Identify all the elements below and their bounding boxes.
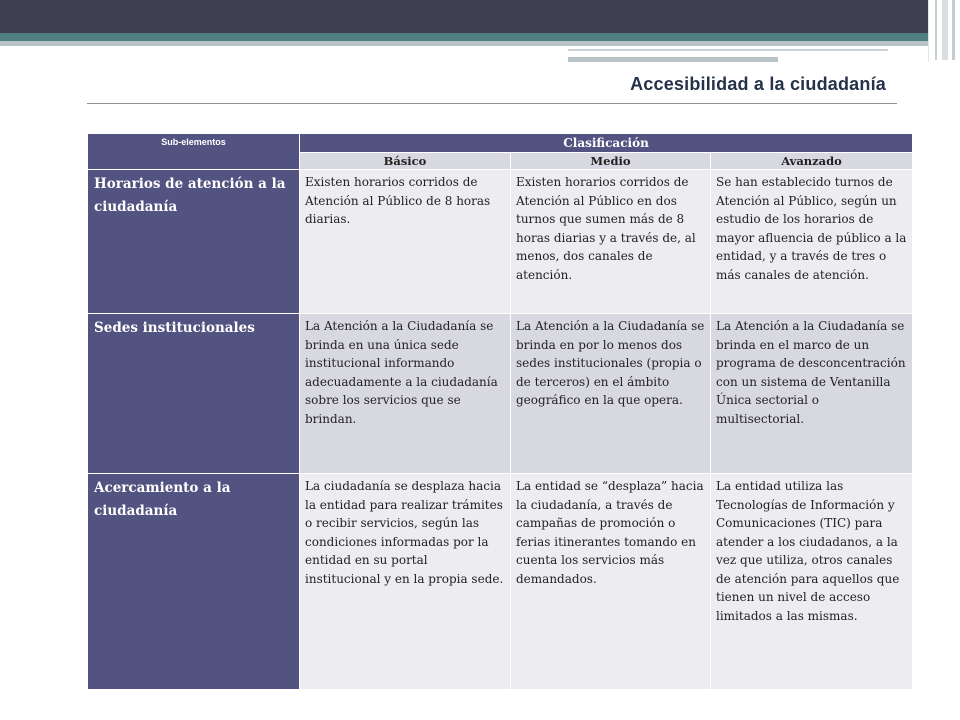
cell-avanzado: Se han establecido turnos de Atención al Público, según un estudio de los horarios de mayor afluencia de público a la entidad, y a través de tres o más canales de atención.	[711, 170, 913, 314]
cell-medio: La Atención a la Ciudadanía se brinda en por lo menos dos sedes institucionales (propia o de terceros) en el ámbito geográfico en la que opera.	[511, 314, 711, 474]
row-header-horarios: Horarios de atención a la ciudadanía	[88, 170, 300, 314]
table-row	[88, 474, 913, 690]
cell-medio: Existen horarios corridos de Atención al Público en dos turnos que sumen más de 8 horas diarias y a través de, al menos, dos canales de atención.	[511, 170, 711, 314]
classification-table	[87, 133, 913, 690]
cell-basico: Existen horarios corridos de Atención al Público de 8 horas diarias.	[300, 170, 511, 314]
row-header-acercamiento: Acercamiento a la ciudadanía	[88, 474, 300, 690]
level-avanzado: Avanzado	[711, 153, 913, 170]
corner-decoration	[928, 0, 960, 62]
accent-line	[568, 57, 778, 62]
gray-accent-band	[0, 41, 960, 46]
teal-accent-band	[0, 33, 960, 41]
top-banner	[0, 0, 960, 34]
accent-line	[568, 49, 888, 51]
row-header-sedes: Sedes institucionales	[88, 314, 300, 474]
title-divider	[87, 103, 897, 104]
cell-basico: La Atención a la Ciudadanía se brinda en una única sede institucional informando adecuadamente a la ciudadanía sobre los servicios que se brindan.	[300, 314, 511, 474]
header-row	[88, 134, 913, 153]
level-basico: Básico	[300, 153, 511, 170]
cell-basico: La ciudadanía se desplaza hacia la entidad para realizar trámites o recibir servicios, según las condiciones informadas por la entidad en su portal institucional y en la propia sede.	[300, 474, 511, 690]
table-row	[88, 170, 913, 314]
level-medio: Medio	[511, 153, 711, 170]
cell-medio: La entidad se “desplaza” hacia la ciudadanía, a través de campañas de promoción o ferias itinerantes tomando en cuenta los servicios más demandados.	[511, 474, 711, 690]
cell-avanzado: La Atención a la Ciudadanía se brinda en el marco de un programa de desconcentración con un sistema de Ventanilla Única sectorial o multisectorial.	[711, 314, 913, 474]
corner-stripe	[952, 0, 955, 60]
classification-header: Clasificación	[300, 134, 913, 153]
cell-avanzado: La entidad utiliza las Tecnologías de Información y Comunicaciones (TIC) para atender a los ciudadanos, a la vez que utiliza, otros canales de atención para aquellos que tienen un nivel de acceso limitados a las mismas.	[711, 474, 913, 690]
corner-stripe	[942, 0, 948, 60]
slide-title: Accesibilidad a la ciudadanía	[630, 74, 886, 94]
corner-stripe	[935, 0, 937, 60]
subelements-header: Sub-elementos	[88, 134, 300, 170]
table-row	[88, 314, 913, 474]
